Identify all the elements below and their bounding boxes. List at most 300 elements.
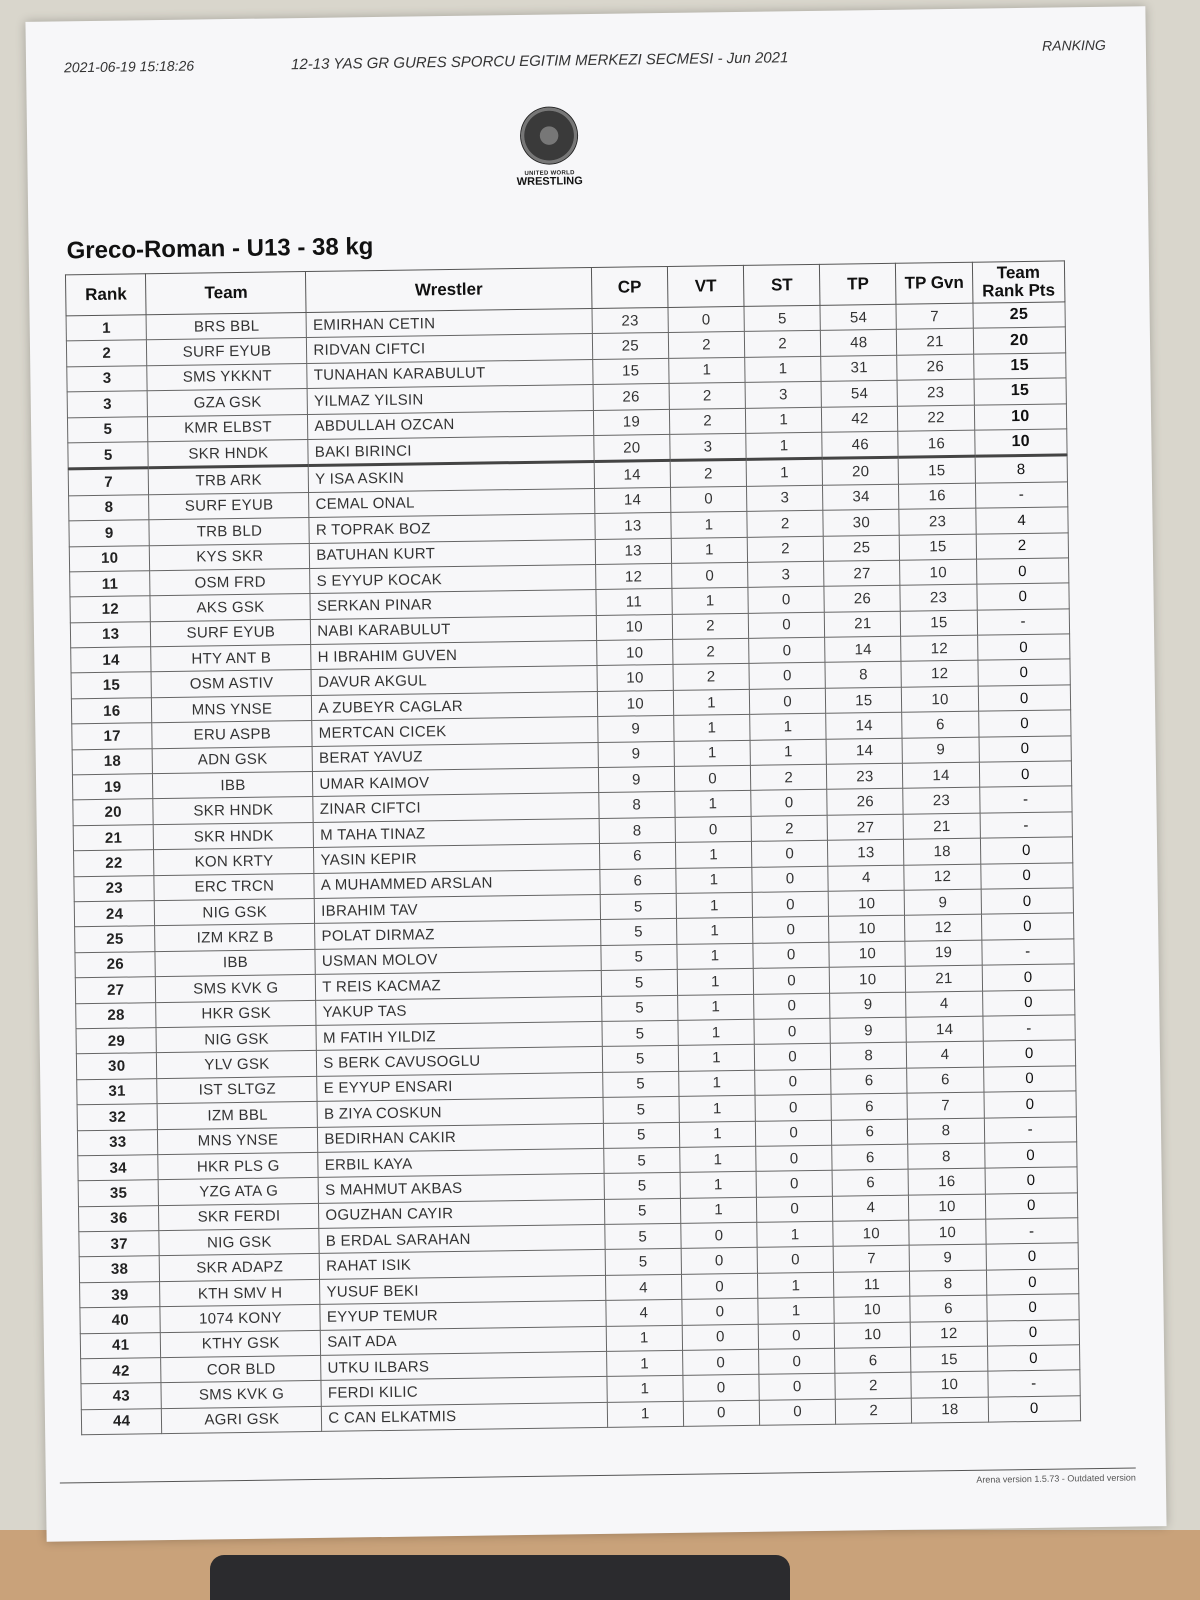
- row-vt: 1: [674, 715, 751, 741]
- row-vt: 1: [675, 791, 752, 817]
- row-tp-gvn: 7: [896, 303, 973, 329]
- row-tp: 48: [821, 330, 898, 356]
- row-team-rank-pts: 0: [986, 1243, 1079, 1270]
- row-tp-gvn: 8: [908, 1118, 985, 1144]
- row-rank: 35: [78, 1180, 159, 1207]
- row-vt: 1: [677, 943, 754, 969]
- row-rank: 34: [78, 1155, 159, 1182]
- row-tp: 14: [826, 738, 903, 764]
- row-rank: 17: [72, 723, 153, 750]
- row-tp-gvn: 12: [905, 915, 982, 941]
- row-tp-gvn: 6: [907, 1067, 984, 1093]
- row-wrestler: MERTCAN CICEK: [312, 717, 598, 746]
- row-tp: 8: [831, 1043, 908, 1069]
- row-tp: 54: [820, 304, 897, 330]
- row-tp: 10: [830, 966, 907, 992]
- row-tp: 2: [836, 1398, 913, 1424]
- row-st: 2: [747, 536, 824, 562]
- row-vt: 1: [671, 511, 748, 537]
- row-rank: 38: [79, 1256, 160, 1283]
- row-st: 0: [752, 866, 829, 892]
- row-vt: 2: [669, 383, 746, 409]
- col-team-rank-pts-line1: Team: [996, 262, 1041, 283]
- row-team-rank-pts: 0: [988, 1396, 1081, 1423]
- row-team: KON KRTY: [154, 848, 314, 876]
- row-st: 0: [749, 688, 826, 714]
- row-wrestler: SERKAN PINAR: [310, 590, 596, 619]
- row-wrestler: ABDULLAH OZCAN: [308, 410, 594, 439]
- row-tp: 30: [823, 509, 900, 535]
- row-st: 1: [750, 739, 827, 765]
- row-team: KTH SMV H: [160, 1279, 320, 1307]
- row-cp: 10: [597, 665, 674, 691]
- row-wrestler: RIDVAN CIFTCI: [307, 334, 593, 363]
- row-vt: 1: [675, 842, 752, 868]
- row-wrestler: C CAN ELKATMIS: [322, 1402, 608, 1431]
- row-cp: 12: [595, 563, 672, 589]
- logo-line-1: UNITED WORLD: [524, 170, 575, 177]
- row-tp-gvn: 15: [900, 534, 977, 560]
- row-rank: 42: [81, 1358, 162, 1385]
- row-tp-gvn: 6: [910, 1295, 987, 1321]
- row-rank: 40: [80, 1307, 161, 1334]
- row-wrestler: H IBRAHIM GUVEN: [311, 641, 597, 670]
- row-cp: 5: [605, 1223, 682, 1249]
- row-vt: 1: [679, 1070, 756, 1096]
- row-team: KYS SKR: [150, 543, 310, 571]
- row-vt: 0: [672, 562, 749, 588]
- row-tp-gvn: 15: [911, 1346, 988, 1372]
- row-wrestler: YAKUP TAS: [316, 996, 602, 1025]
- row-team-rank-pts: 0: [980, 837, 1073, 864]
- row-wrestler: YASIN KEPIR: [314, 844, 600, 873]
- row-tp: 14: [825, 636, 902, 662]
- row-wrestler: UMAR KAIMOV: [313, 768, 599, 797]
- row-tp: 4: [833, 1195, 910, 1221]
- row-cp: 5: [600, 919, 677, 945]
- row-wrestler: CEMAL ONAL: [309, 488, 595, 517]
- row-vt: 2: [668, 332, 745, 358]
- row-team-rank-pts: -: [985, 1218, 1078, 1245]
- row-team-rank-pts: 0: [984, 1091, 1077, 1118]
- row-team-rank-pts: 25: [973, 302, 1066, 329]
- row-cp: 9: [597, 716, 674, 742]
- row-st: 5: [744, 305, 821, 331]
- row-wrestler: YILMAZ YILSIN: [307, 385, 593, 414]
- row-rank: 39: [80, 1281, 161, 1308]
- logo-line-2: WRESTLING: [516, 175, 583, 189]
- row-team-rank-pts: 0: [977, 583, 1070, 610]
- row-cp: 5: [603, 1096, 680, 1122]
- row-cp: 11: [596, 589, 673, 615]
- row-vt: 0: [682, 1349, 759, 1375]
- row-st: 1: [758, 1297, 835, 1323]
- event-title: 12-13 YAS GR GURES SPORCU EGITIM MERKEZI SECMESI - Jun 2021: [290, 49, 789, 74]
- row-rank: 36: [78, 1205, 159, 1232]
- row-cp: 5: [601, 995, 678, 1021]
- row-rank: 21: [73, 824, 154, 851]
- row-tp-gvn: 16: [898, 430, 975, 457]
- row-team: SKR FERDI: [159, 1203, 319, 1231]
- row-tp: 10: [834, 1296, 911, 1322]
- row-tp: 10: [834, 1322, 911, 1348]
- row-rank: 11: [70, 571, 151, 598]
- row-team: YLV GSK: [157, 1051, 317, 1079]
- row-cp: 1: [607, 1376, 684, 1402]
- row-st: 1: [746, 459, 823, 486]
- row-tp: 7: [833, 1246, 910, 1272]
- row-vt: 1: [679, 1121, 756, 1147]
- row-wrestler: OGUZHAN CAYIR: [319, 1199, 605, 1228]
- row-tp-gvn: 21: [904, 813, 981, 839]
- version-note: Arena version 1.5.73 - Outdated version: [976, 1472, 1136, 1485]
- row-tp-gvn: 10: [909, 1219, 986, 1245]
- row-vt: 0: [670, 486, 747, 512]
- row-rank: 41: [80, 1332, 161, 1359]
- uww-logo: [501, 106, 598, 188]
- row-team: SURF EYUB: [147, 338, 307, 366]
- row-team: IZM BBL: [158, 1102, 318, 1130]
- row-team: SMS KVK G: [161, 1381, 321, 1409]
- row-vt: 1: [674, 740, 751, 766]
- row-cp: 1: [606, 1350, 683, 1376]
- row-team-rank-pts: -: [981, 939, 1074, 966]
- row-tp: 11: [834, 1271, 911, 1297]
- row-st: 0: [749, 663, 826, 689]
- row-wrestler: NABI KARABULUT: [311, 615, 597, 644]
- row-rank: 43: [81, 1383, 162, 1410]
- row-vt: 0: [668, 306, 745, 332]
- row-st: 0: [754, 1044, 831, 1070]
- row-vt: 1: [671, 537, 748, 563]
- row-vt: 0: [683, 1400, 760, 1426]
- row-st: 0: [753, 917, 830, 943]
- row-st: 0: [759, 1348, 836, 1374]
- row-rank: 33: [77, 1129, 158, 1156]
- row-wrestler: M TAHA TINAZ: [313, 818, 599, 847]
- row-team-rank-pts: 0: [979, 761, 1072, 788]
- row-rank: 8: [69, 494, 150, 521]
- row-st: 0: [754, 993, 831, 1019]
- row-st: 1: [746, 432, 823, 459]
- row-team-rank-pts: 10: [974, 429, 1067, 457]
- row-vt: 2: [673, 638, 750, 664]
- row-tp-gvn: 21: [906, 965, 983, 991]
- row-cp: 6: [600, 868, 677, 894]
- row-tp: 6: [832, 1119, 909, 1145]
- row-tp-gvn: 23: [897, 379, 974, 405]
- row-tp: 6: [832, 1169, 909, 1195]
- row-team: MNS YNSE: [158, 1127, 318, 1155]
- row-team: NIG GSK: [156, 1025, 316, 1053]
- row-st: 2: [751, 815, 828, 841]
- row-tp: 13: [828, 839, 905, 865]
- row-wrestler: UTKU ILBARS: [321, 1351, 607, 1380]
- row-vt: 0: [681, 1222, 758, 1248]
- row-cp: 5: [603, 1122, 680, 1148]
- row-tp-gvn: 23: [900, 584, 977, 610]
- row-wrestler: SAIT ADA: [321, 1326, 607, 1355]
- row-team-rank-pts: 0: [978, 710, 1071, 737]
- row-tp: 4: [828, 865, 905, 891]
- row-rank: 44: [81, 1408, 162, 1435]
- row-team-rank-pts: 0: [986, 1294, 1079, 1321]
- row-rank: 32: [77, 1104, 158, 1131]
- row-team-rank-pts: -: [984, 1116, 1077, 1143]
- row-team: HTY ANT B: [151, 645, 311, 673]
- row-cp: 5: [602, 1071, 679, 1097]
- row-team-rank-pts: 15: [974, 378, 1067, 405]
- row-tp-gvn: 10: [909, 1194, 986, 1220]
- row-team: ERC TRCN: [154, 873, 314, 901]
- row-wrestler: T REIS KACMAZ: [316, 971, 602, 1000]
- row-team: MNS YNSE: [152, 695, 312, 723]
- row-wrestler: RAHAT ISIK: [320, 1250, 606, 1279]
- row-team: IBB: [155, 949, 315, 977]
- row-st: 0: [753, 942, 830, 968]
- row-tp: 6: [831, 1068, 908, 1094]
- row-vt: 1: [676, 918, 753, 944]
- row-team-rank-pts: 0: [985, 1167, 1078, 1194]
- row-wrestler: BEDIRHAN CAKIR: [318, 1123, 604, 1152]
- row-team-rank-pts: 0: [976, 558, 1069, 585]
- row-cp: 5: [601, 944, 678, 970]
- row-tp: 6: [835, 1347, 912, 1373]
- print-datetime: 2021-06-19 15:18:26: [63, 57, 195, 76]
- row-wrestler: ERBIL KAYA: [318, 1148, 604, 1177]
- row-vt: 2: [673, 664, 750, 690]
- row-st: 0: [759, 1399, 836, 1425]
- row-wrestler: S BERK CAVUSOGLU: [317, 1047, 603, 1076]
- row-cp: 1: [607, 1401, 684, 1427]
- row-team-rank-pts: 8: [975, 455, 1068, 483]
- row-rank: 22: [74, 850, 155, 877]
- row-st: 0: [754, 1018, 831, 1044]
- row-vt: 0: [682, 1324, 759, 1350]
- row-tp: 10: [829, 916, 906, 942]
- row-cp: 5: [601, 970, 678, 996]
- row-team: SKR HNDK: [154, 822, 314, 850]
- row-cp: 5: [604, 1173, 681, 1199]
- row-wrestler: B ERDAL SARAHAN: [319, 1224, 605, 1253]
- row-tp-gvn: 4: [907, 1041, 984, 1067]
- row-tp: 26: [827, 789, 904, 815]
- row-vt: 1: [676, 867, 753, 893]
- row-st: 2: [744, 331, 821, 357]
- row-tp: 14: [826, 712, 903, 738]
- row-tp-gvn: 9: [902, 737, 979, 763]
- row-cp: 25: [592, 333, 669, 359]
- row-tp-gvn: 10: [911, 1371, 988, 1397]
- row-tp-gvn: 8: [908, 1143, 985, 1169]
- row-team-rank-pts: 4: [975, 507, 1068, 534]
- row-tp: 46: [822, 431, 899, 458]
- row-rank: 12: [70, 596, 151, 623]
- row-cp: 5: [604, 1198, 681, 1224]
- row-vt: 1: [678, 1045, 755, 1071]
- row-team: YZG ATA G: [159, 1178, 319, 1206]
- row-cp: 19: [593, 409, 670, 435]
- row-team: SMS YKKNT: [147, 363, 307, 391]
- row-rank: 9: [69, 520, 150, 547]
- col-cp: CP: [591, 266, 668, 308]
- row-team: 1074 KONY: [160, 1305, 320, 1333]
- row-st: 0: [758, 1323, 835, 1349]
- row-cp: 10: [596, 639, 673, 665]
- row-vt: 0: [682, 1299, 759, 1325]
- row-cp: 5: [600, 893, 677, 919]
- row-team-rank-pts: -: [977, 609, 1070, 636]
- row-wrestler: BATUHAN KURT: [310, 539, 596, 568]
- row-cp: 5: [602, 1046, 679, 1072]
- row-team: HKR PLS G: [158, 1152, 318, 1180]
- row-tp-gvn: 23: [903, 788, 980, 814]
- row-team: ERU ASPB: [152, 721, 312, 749]
- row-st: 0: [748, 612, 825, 638]
- row-tp: 26: [824, 586, 901, 612]
- row-team: KMR ELBST: [148, 414, 308, 442]
- row-team-rank-pts: -: [980, 812, 1073, 839]
- row-cp: 14: [594, 487, 671, 513]
- row-tp-gvn: 12: [911, 1321, 988, 1347]
- row-wrestler: IBRAHIM TAV: [315, 894, 601, 923]
- row-team-rank-pts: 0: [987, 1345, 1080, 1372]
- row-team: SURF EYUB: [149, 492, 309, 520]
- row-tp-gvn: 15: [899, 457, 976, 484]
- row-team-rank-pts: 2: [976, 532, 1069, 559]
- row-cp: 5: [602, 1020, 679, 1046]
- row-st: 0: [756, 1145, 833, 1171]
- row-team: SKR ADAPZ: [160, 1254, 320, 1282]
- row-vt: 0: [675, 816, 752, 842]
- row-team: SKR HNDK: [148, 439, 308, 468]
- row-team-rank-pts: 0: [980, 862, 1073, 889]
- row-wrestler: YUSUF BEKI: [320, 1275, 606, 1304]
- row-wrestler: M FATIH YILDIZ: [316, 1021, 602, 1050]
- row-team: BRS BBL: [147, 312, 307, 340]
- row-team-rank-pts: -: [979, 786, 1072, 813]
- row-cp: 13: [595, 538, 672, 564]
- row-team: IZM KRZ B: [155, 924, 315, 952]
- row-tp-gvn: 14: [903, 762, 980, 788]
- row-team-rank-pts: -: [983, 1015, 1076, 1042]
- row-st: 1: [750, 714, 827, 740]
- row-team-rank-pts: 10: [974, 403, 1067, 430]
- row-team-rank-pts: 0: [981, 888, 1074, 915]
- row-tp-gvn: 4: [906, 991, 983, 1017]
- row-team: AGRI GSK: [162, 1406, 322, 1434]
- row-rank: 24: [74, 901, 155, 928]
- row-wrestler: S MAHMUT AKBAS: [318, 1174, 604, 1203]
- row-team-rank-pts: -: [975, 482, 1068, 509]
- row-wrestler: USMAN MOLOV: [315, 945, 601, 974]
- row-wrestler: DAVUR AKGUL: [311, 666, 597, 695]
- row-team: IBB: [153, 771, 313, 799]
- row-cp: 10: [596, 614, 673, 640]
- row-team-rank-pts: 0: [985, 1192, 1078, 1219]
- col-tp-gvn: TP Gvn: [896, 262, 973, 304]
- row-team: SURF EYUB: [151, 619, 311, 647]
- row-cp: 23: [592, 307, 669, 333]
- row-wrestler: E EYYUP ENSARI: [317, 1072, 603, 1101]
- row-st: 0: [756, 1171, 833, 1197]
- row-wrestler: R TOPRAK BOZ: [309, 514, 595, 543]
- row-team: TRB BLD: [149, 518, 309, 546]
- row-vt: 1: [676, 892, 753, 918]
- row-tp-gvn: 16: [909, 1168, 986, 1194]
- row-st: 3: [748, 561, 825, 587]
- row-vt: 1: [673, 689, 750, 715]
- row-cp: 5: [605, 1249, 682, 1275]
- row-rank: 37: [79, 1231, 160, 1258]
- row-vt: 1: [677, 968, 754, 994]
- row-tp: 54: [821, 380, 898, 406]
- row-st: 0: [759, 1374, 836, 1400]
- row-cp: 4: [605, 1274, 682, 1300]
- row-rank: 15: [71, 672, 152, 699]
- row-vt: 1: [672, 588, 749, 614]
- row-team: GZA GSK: [148, 389, 308, 417]
- row-team-rank-pts: 0: [982, 989, 1075, 1016]
- row-tp: 9: [830, 1017, 907, 1043]
- row-tp-gvn: 15: [901, 610, 978, 636]
- row-st: 3: [745, 381, 822, 407]
- row-vt: 3: [670, 433, 747, 460]
- row-tp-gvn: 16: [899, 483, 976, 509]
- row-rank: 5: [68, 442, 149, 470]
- row-st: 0: [757, 1247, 834, 1273]
- row-rank: 30: [76, 1053, 157, 1080]
- row-tp: 20: [822, 458, 899, 485]
- row-wrestler: POLAT DIRMAZ: [315, 920, 601, 949]
- row-st: 2: [751, 764, 828, 790]
- row-team: HKR GSK: [156, 1000, 316, 1028]
- row-rank: 27: [75, 977, 156, 1004]
- row-tp: 21: [825, 611, 902, 637]
- ranking-rows: [66, 302, 1081, 1435]
- row-tp-gvn: 14: [906, 1016, 983, 1042]
- col-rank: Rank: [65, 274, 146, 316]
- row-team: OSM FRD: [150, 568, 310, 596]
- row-team: AKS GSK: [150, 594, 310, 622]
- row-team-rank-pts: -: [988, 1370, 1081, 1397]
- row-tp: 27: [824, 560, 901, 586]
- row-tp: 8: [825, 662, 902, 688]
- col-team: Team: [146, 272, 306, 315]
- row-rank: 25: [75, 926, 156, 953]
- row-st: 0: [755, 1120, 832, 1146]
- row-vt: 1: [678, 1019, 755, 1045]
- page-type: RANKING: [1041, 36, 1106, 54]
- row-rank: 28: [76, 1002, 157, 1029]
- row-cp: 26: [593, 384, 670, 410]
- row-cp: 8: [599, 817, 676, 843]
- row-st: 1: [746, 407, 823, 433]
- col-wrestler: Wrestler: [306, 268, 592, 313]
- row-cp: 15: [592, 358, 669, 384]
- row-team-rank-pts: 0: [981, 913, 1074, 940]
- uww-emblem-icon: [520, 106, 579, 165]
- row-wrestler: FERDI KILIC: [321, 1377, 607, 1406]
- row-rank: 2: [66, 340, 147, 367]
- row-st: 0: [755, 1094, 832, 1120]
- row-tp: 10: [829, 941, 906, 967]
- row-team: IST SLTGZ: [157, 1076, 317, 1104]
- footer-divider: [60, 1468, 1136, 1484]
- row-team: TRB ARK: [149, 466, 309, 495]
- shoe-shadow: [210, 1555, 790, 1600]
- ranking-table: [65, 260, 1081, 1435]
